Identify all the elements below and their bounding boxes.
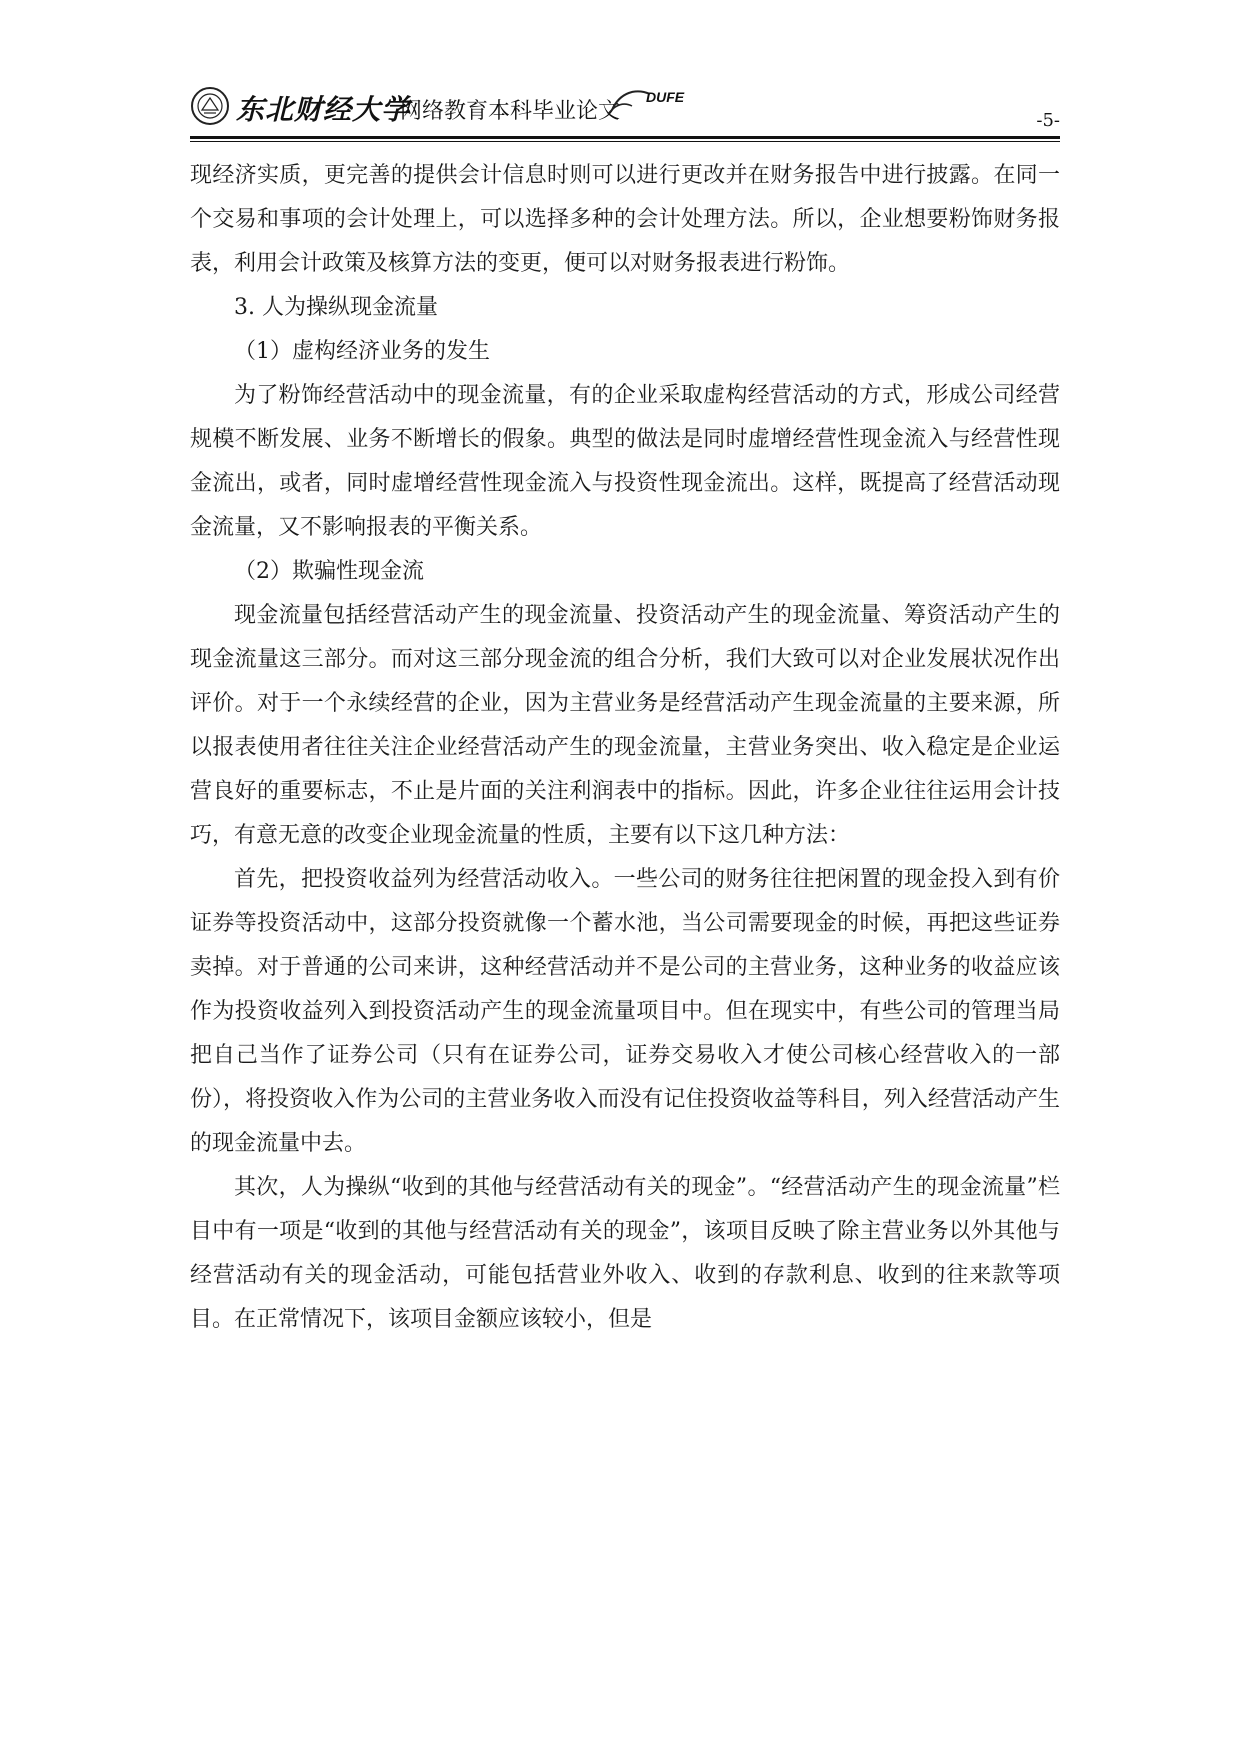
page-body — [190, 154, 1060, 1342]
page-header — [190, 82, 1060, 142]
subsection-heading-2: （2）欺骗性现金流 — [234, 559, 424, 584]
university-seal-icon — [190, 86, 230, 126]
paragraph-2: 为了粉饰经营活动中的现金流量，有的企业采取虚构经营活动的方式，形成公司经营规模不断发展、业务不断增长的假象。典型的做法是同时虚增经营性现金流入与经营性现金流出，或者，同时虚增经营性现金流入与投资性现金流出。这样，既提高了经营活动现金流量，又不影响报表的平衡关系。 — [190, 383, 1060, 540]
page-number: -5- — [1036, 110, 1060, 131]
paragraph-3: 现金流量包括经营活动产生的现金流量、投资活动产生的现金流量、筹资活动产生的现金流量这三部分。而对这三部分现金流的组合分析，我们大致可以对企业发展状况作出评价。对于一个永续经营的企业，因为主营业务是经营活动产生现金流量的主要来源，所以报表使用者往往关注企业经营活动产生的现金流量，主营业务突出、收入稳定是企业运营良好的重要标志，不止是片面的关注利润表中的指标。因此，许多企业往往运用会计技巧，有意无意的改变企业现金流量的性质，主要有以下这几种方法： — [190, 603, 1060, 848]
thesis-subtitle: 网络教育本科毕业论文 — [400, 99, 621, 124]
svg-text:DUFE: DUFE — [646, 89, 685, 105]
dufe-logo-icon — [606, 84, 686, 118]
paragraph-1: 现经济实质，更完善的提供会计信息时则可以进行更改并在财务报告中进行披露。在同一个交易和事项的会计处理上，可以选择多种的会计处理方法。所以，企业想要粉饰财务报表，利用会计政策及核算方法的变更，便可以对财务报表进行粉饰。 — [190, 163, 1060, 276]
header-rule-thick — [190, 136, 1060, 139]
paragraph-4: 首先，把投资收益列为经营活动收入。一些公司的财务往往把闲置的现金投入到有价证券等投资活动中，这部分投资就像一个蓄水池，当公司需要现金的时候，再把这些证券卖掉。对于普通的公司来讲，这种经营活动并不是公司的主营业务，这种业务的收益应该作为投资收益列入到投资活动产生的现金流量项目中。但在现实中，有些公司的管理当局把自己当作了证券公司（只有在证券公司，证券交易收入才使公司核心经营收入的一部份），将投资收入作为公司的主营业务收入而没有记住投资收益等科目，列入经营活动产生的现金流量中去。 — [190, 867, 1060, 1156]
subsection-heading-1: （1）虚构经济业务的发生 — [234, 339, 490, 364]
university-name: 东北财经大学 — [236, 93, 411, 126]
header-rule-thin — [190, 141, 1060, 142]
paragraph-5: 其次，人为操纵“收到的其他与经营活动有关的现金”。“经营活动产生的现金流量”栏目中有一项是“收到的其他与经营活动有关的现金”，该项目反映了除主营业务以外其他与经营活动有关的现金活动，可能包括营业外收入、收到的存款利息、收到的往来款等项目。在正常情况下，该项目金额应该较小，但是 — [190, 1175, 1060, 1332]
section-heading-3: 3. 人为操纵现金流量 — [234, 295, 438, 320]
